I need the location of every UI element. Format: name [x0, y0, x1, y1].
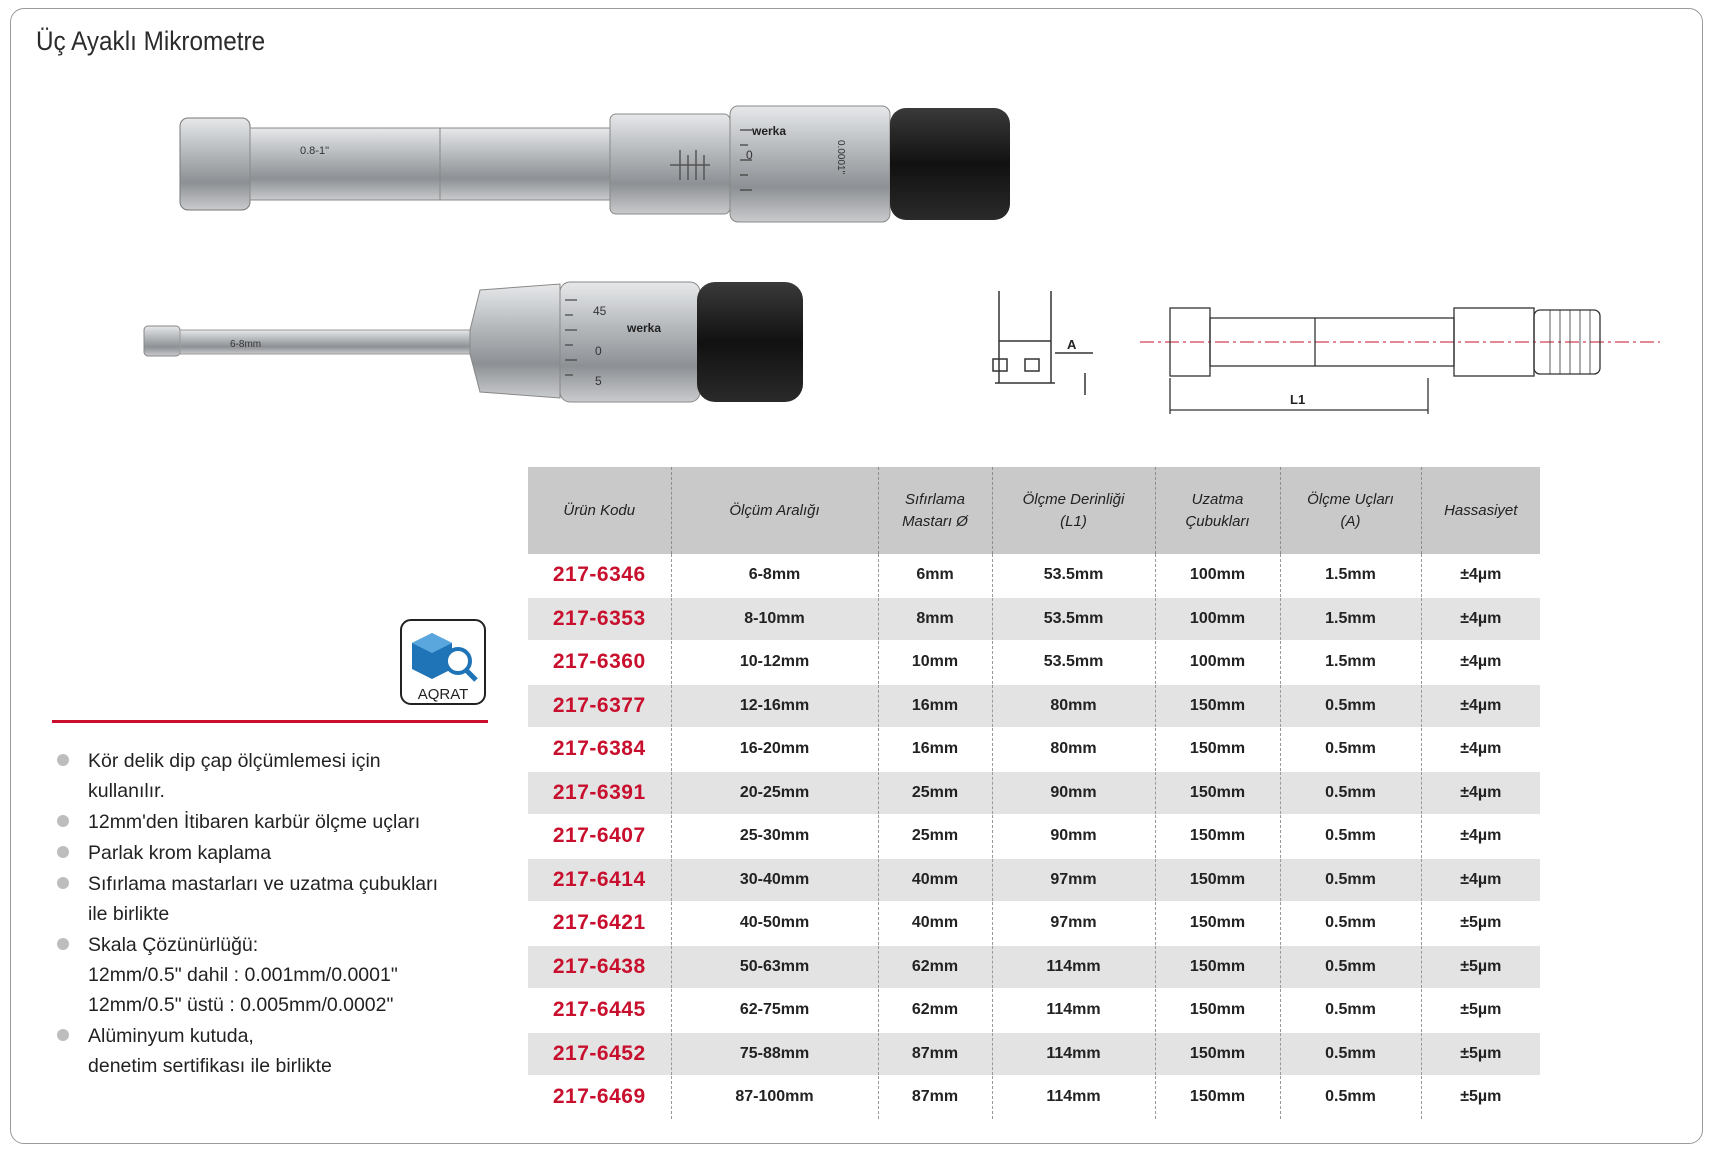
logo-text: AQRAT [417, 686, 469, 703]
table-cell: 40-50mm [671, 902, 878, 946]
feature-text: denetim sertifikası ile birlikte [88, 1055, 332, 1077]
bullet-icon [57, 877, 69, 889]
table-cell: ±4µm [1421, 728, 1540, 772]
column-header [1280, 467, 1421, 554]
table-cell: ±4µm [1421, 597, 1540, 641]
table-cell: 30-40mm [671, 858, 878, 902]
table-row [528, 1076, 1540, 1120]
feature-text: Sıfırlama mastarları ve uzatma çubukları [88, 873, 439, 895]
table-row [528, 1032, 1540, 1076]
bullet-icon [57, 1029, 69, 1041]
feature-text: 12mm'den İtibaren karbür ölçme uçları [88, 811, 421, 833]
table-cell: 1.5mm [1280, 641, 1421, 685]
table-cell: 6mm [878, 554, 992, 597]
table-cell: 20-25mm [671, 771, 878, 815]
table-cell: 114mm [992, 945, 1155, 989]
product-code: 217-6407 [528, 815, 671, 859]
bullet-icon [57, 815, 69, 827]
table-cell: ±4µm [1421, 684, 1540, 728]
table-cell: 150mm [1155, 858, 1280, 902]
column-header-text: Mastarı Ø [902, 512, 968, 530]
column-header-text: Uzatma [1191, 490, 1244, 508]
table-row [528, 945, 1540, 989]
table-cell: 25-30mm [671, 815, 878, 859]
table-cell: 10mm [878, 641, 992, 685]
table-cell: 40mm [878, 902, 992, 946]
table-row [528, 989, 1540, 1033]
feature-text: Alüminyum kutuda, [88, 1025, 254, 1047]
table-cell: ±5µm [1421, 1032, 1540, 1076]
table-cell: ±4µm [1421, 554, 1540, 597]
table-cell: 150mm [1155, 1032, 1280, 1076]
table-cell: 150mm [1155, 945, 1280, 989]
table-cell: 90mm [992, 771, 1155, 815]
feature-item [56, 746, 496, 806]
table-cell: 114mm [992, 1032, 1155, 1076]
bullet-icon [57, 938, 69, 950]
table-cell: 97mm [992, 858, 1155, 902]
table-cell: ±5µm [1421, 945, 1540, 989]
column-header-text: (A) [1340, 512, 1361, 530]
product-code: 217-6353 [528, 597, 671, 641]
table-cell: 150mm [1155, 684, 1280, 728]
column-header [992, 467, 1155, 554]
table-cell: 150mm [1155, 1076, 1280, 1120]
table-cell: 53.5mm [992, 554, 1155, 597]
column-header [878, 467, 992, 554]
table-cell: 1.5mm [1280, 554, 1421, 597]
table-cell: 150mm [1155, 728, 1280, 772]
table-cell: 0.5mm [1280, 858, 1421, 902]
table-cell: ±4µm [1421, 858, 1540, 902]
table-cell: 150mm [1155, 771, 1280, 815]
table-cell: 0.5mm [1280, 902, 1421, 946]
feature-text: ile birlikte [88, 903, 170, 925]
table-cell: 8-10mm [671, 597, 878, 641]
table-cell: ±5µm [1421, 1076, 1540, 1120]
small-brand: werka [627, 321, 662, 335]
table-cell: 0.5mm [1280, 989, 1421, 1033]
table-cell: 80mm [992, 728, 1155, 772]
table-cell: 50-63mm [671, 945, 878, 989]
table-cell: 87-100mm [671, 1076, 878, 1120]
table-row [528, 815, 1540, 859]
table-cell: 62-75mm [671, 989, 878, 1033]
small-shaft-marking: 6-8mm [230, 339, 262, 350]
feature-item [56, 807, 496, 837]
column-header [528, 467, 671, 554]
column-header [1421, 467, 1540, 554]
large-resolution: 0.0001" [835, 140, 846, 175]
column-header-text: Ölçme Uçları [1307, 490, 1394, 508]
table-cell: 0.5mm [1280, 771, 1421, 815]
aqrat-logo [400, 619, 486, 705]
feature-text: Skala Çözünürlüğü: [88, 934, 259, 956]
product-code: 217-6438 [528, 945, 671, 989]
table-cell: ±4µm [1421, 641, 1540, 685]
large-dial-number: 0 [746, 148, 753, 162]
product-code: 217-6377 [528, 684, 671, 728]
table-cell: 53.5mm [992, 597, 1155, 641]
spec-table [528, 467, 1540, 1120]
label-l1: L1 [1290, 392, 1306, 407]
table-cell: ±5µm [1421, 902, 1540, 946]
column-header [671, 467, 878, 554]
micrometer-image-large [170, 100, 1050, 240]
table-cell: 0.5mm [1280, 1032, 1421, 1076]
table-row [528, 902, 1540, 946]
product-code: 217-6452 [528, 1032, 671, 1076]
table-cell: ±4µm [1421, 771, 1540, 815]
product-code: 217-6384 [528, 728, 671, 772]
feature-item [56, 838, 496, 868]
product-code: 217-6445 [528, 989, 671, 1033]
feature-text: Parlak krom kaplama [88, 842, 272, 864]
column-header-text: Ürün Kodu [563, 501, 636, 519]
table-cell: 16mm [878, 728, 992, 772]
table-cell: 0.5mm [1280, 1076, 1421, 1120]
small-dial-number-2: 0 [595, 344, 602, 358]
table-cell: 0.5mm [1280, 945, 1421, 989]
feature-text: 12mm/0.5" üstü : 0.005mm/0.0002" [88, 994, 394, 1016]
table-cell: 87mm [878, 1032, 992, 1076]
table-cell: 53.5mm [992, 641, 1155, 685]
table-row [528, 597, 1540, 641]
product-code: 217-6414 [528, 858, 671, 902]
micrometer-image-small [140, 270, 820, 410]
column-header-text: Ölçme Derinliği [1022, 490, 1125, 508]
table-cell: 40mm [878, 858, 992, 902]
table-cell: 16mm [878, 684, 992, 728]
table-cell: 100mm [1155, 641, 1280, 685]
table-cell: 114mm [992, 989, 1155, 1033]
table-cell: 87mm [878, 1076, 992, 1120]
product-code: 217-6346 [528, 554, 671, 597]
bullet-icon [57, 754, 69, 766]
column-header [1155, 467, 1280, 554]
feature-item [56, 869, 496, 929]
table-row [528, 684, 1540, 728]
table-row [528, 728, 1540, 772]
table-row [528, 858, 1540, 902]
table-cell: 150mm [1155, 902, 1280, 946]
column-header-text: Ölçüm Aralığı [729, 501, 820, 519]
column-header-text: Çubukları [1185, 512, 1250, 530]
table-cell: ±4µm [1421, 815, 1540, 859]
bullet-icon [57, 846, 69, 858]
table-cell: 75-88mm [671, 1032, 878, 1076]
feature-item [56, 1021, 496, 1081]
table-cell: 150mm [1155, 989, 1280, 1033]
feature-text: kullanılır. [88, 780, 165, 802]
section-divider [52, 720, 488, 723]
table-cell: 114mm [992, 1076, 1155, 1120]
table-row [528, 641, 1540, 685]
table-body [528, 554, 1540, 1119]
feature-text: Kör delik dip çap ölçümlemesi için [88, 750, 381, 772]
table-cell: 6-8mm [671, 554, 878, 597]
small-dial-number-3: 5 [595, 374, 602, 388]
large-shaft-marking: 0.8-1" [300, 145, 329, 157]
table-cell: 62mm [878, 989, 992, 1033]
table-cell: 10-12mm [671, 641, 878, 685]
table-cell: 100mm [1155, 597, 1280, 641]
table-cell: 12-16mm [671, 684, 878, 728]
table-cell: 80mm [992, 684, 1155, 728]
table-cell: 100mm [1155, 554, 1280, 597]
product-code: 217-6360 [528, 641, 671, 685]
table-cell: 25mm [878, 771, 992, 815]
feature-item [56, 930, 496, 1020]
page-title: Üç Ayaklı Mikrometre [36, 26, 266, 56]
length-diagram [1140, 298, 1660, 428]
table-row [528, 771, 1540, 815]
large-brand: werka [752, 124, 787, 138]
feature-text: 12mm/0.5" dahil : 0.001mm/0.0001" [88, 964, 398, 986]
table-cell: 62mm [878, 945, 992, 989]
table-header-row [528, 467, 1540, 554]
column-header-text: Sıfırlama [904, 490, 965, 508]
column-header-text: Hassasiyet [1444, 501, 1518, 519]
table-cell: 0.5mm [1280, 815, 1421, 859]
table-cell: 0.5mm [1280, 684, 1421, 728]
table-cell: 150mm [1155, 815, 1280, 859]
label-a: A [1067, 337, 1077, 352]
table-cell: 8mm [878, 597, 992, 641]
table-cell: 0.5mm [1280, 728, 1421, 772]
table-cell: 97mm [992, 902, 1155, 946]
table-cell: 16-20mm [671, 728, 878, 772]
column-header-text: (L1) [1060, 512, 1087, 530]
product-code: 217-6391 [528, 771, 671, 815]
table-cell: 90mm [992, 815, 1155, 859]
table-cell: 1.5mm [1280, 597, 1421, 641]
table-cell: 25mm [878, 815, 992, 859]
table-row [528, 554, 1540, 597]
tip-detail-diagram [985, 285, 1105, 405]
table-cell: ±5µm [1421, 989, 1540, 1033]
product-code: 217-6421 [528, 902, 671, 946]
small-dial-number-1: 45 [593, 304, 607, 318]
feature-list [56, 746, 496, 1082]
product-code: 217-6469 [528, 1076, 671, 1120]
